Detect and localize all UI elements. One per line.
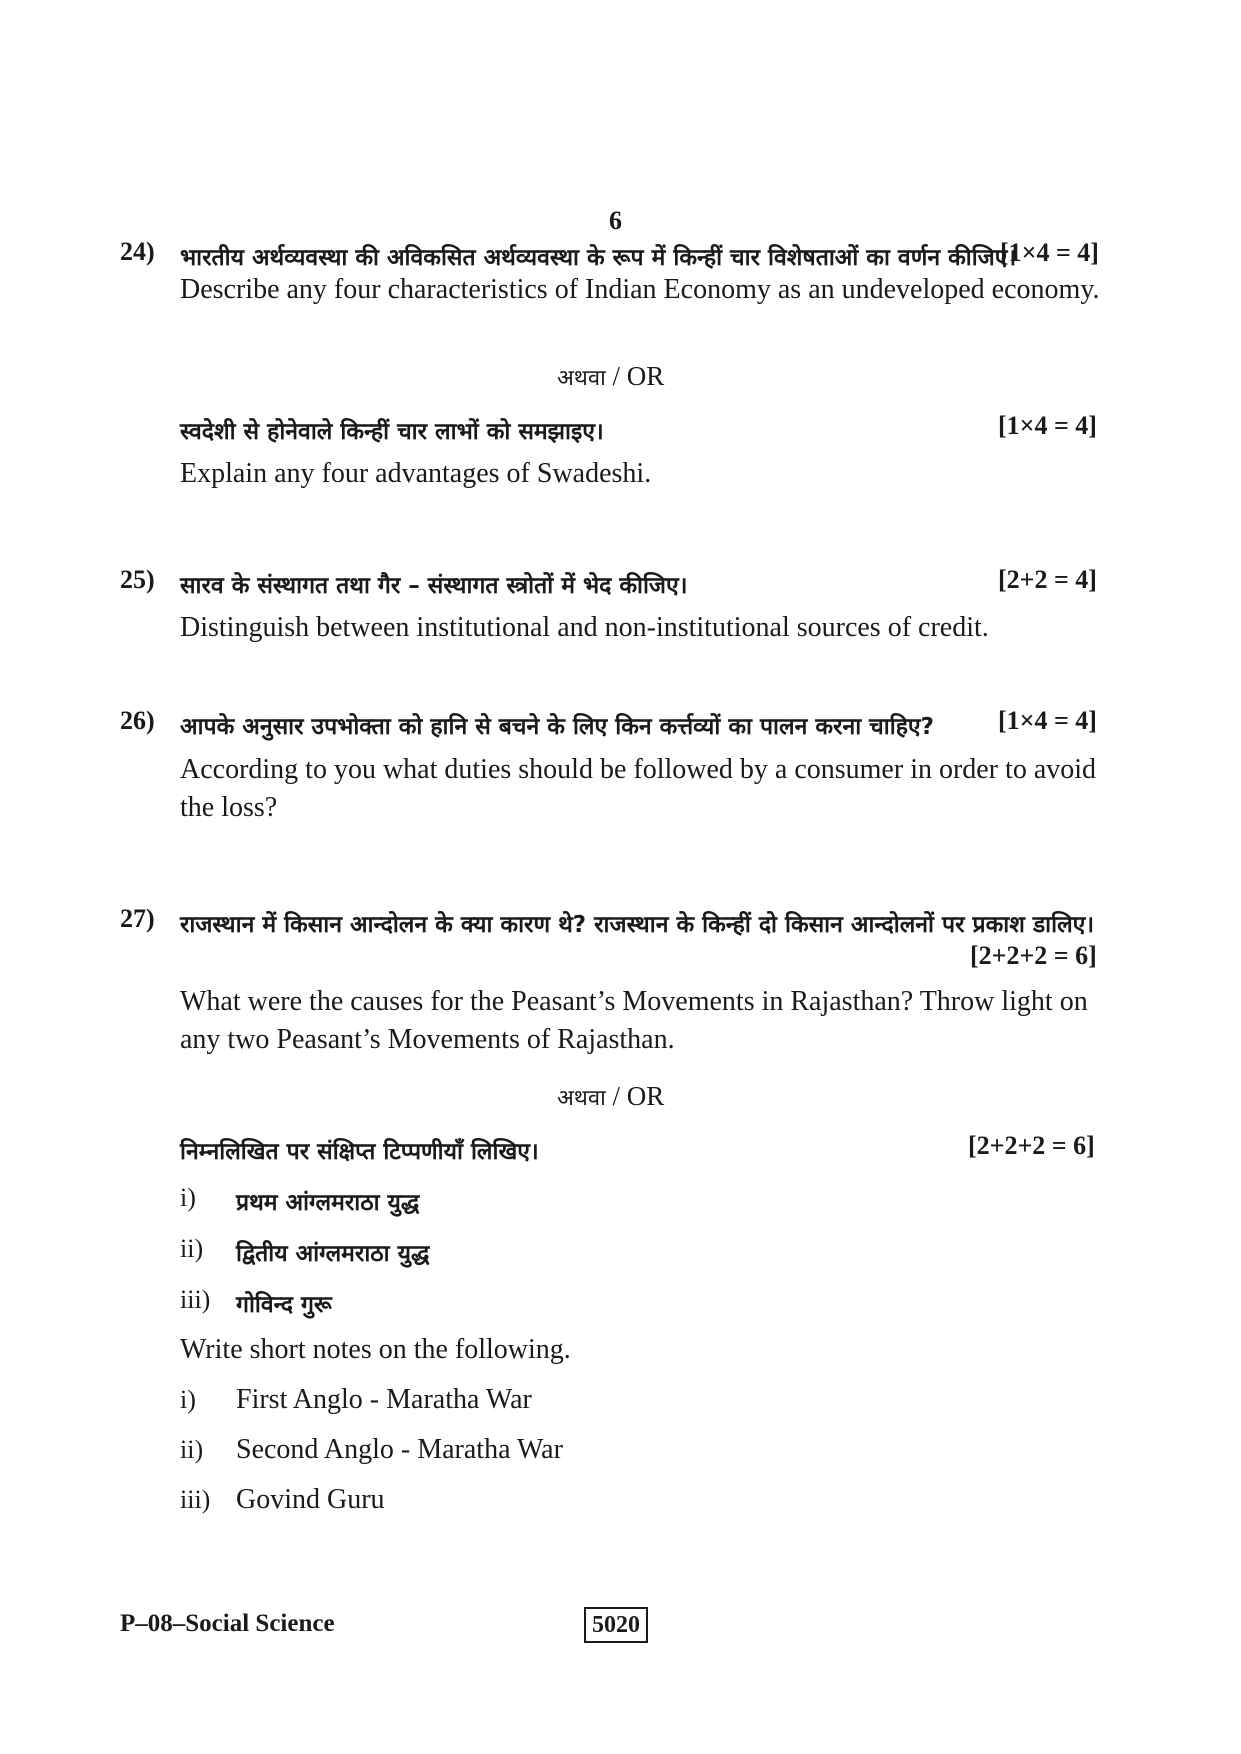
or-english: / OR xyxy=(605,361,665,391)
question-25-marks: [2+2 = 4] xyxy=(998,565,1097,594)
or-hindi: अथवा xyxy=(557,366,606,391)
question-25-english: Distinguish between institutional and non-institutional sources of credit. xyxy=(180,612,989,643)
or-separator-24 xyxy=(557,361,664,392)
english-item-text: First Anglo - Maratha War xyxy=(236,1384,532,1415)
question-27-alt-english: Write short notes on the following. xyxy=(180,1334,571,1365)
english-item-text: Second Anglo - Maratha War xyxy=(236,1434,563,1465)
english-item-label: iii) xyxy=(180,1485,211,1514)
or-separator-27 xyxy=(557,1081,664,1112)
or-english: / OR xyxy=(605,1081,665,1111)
question-27-alt-hindi: निम्नलिखित पर संक्षिप्त टिप्पणीयाँ लिखिए। xyxy=(180,1139,539,1165)
question-24-alt-hindi: स्वदेशी से होनेवाले किन्हीं चार लाभों को समझाइए। xyxy=(180,419,604,445)
or-hindi: अथवा xyxy=(557,1086,606,1111)
hindi-item-text: द्वितीय आंग्लमराठा युद्ध xyxy=(236,1241,430,1267)
question-24-alt-marks: [1×4 = 4] xyxy=(998,411,1097,440)
english-item-label: i) xyxy=(180,1385,196,1414)
footer-code: 5020 xyxy=(584,1607,648,1643)
question-24-number: 24) xyxy=(120,237,155,266)
question-24-hindi: भारतीय अर्थव्यवस्था की अविकसित अर्थव्यवस्था के रूप में किन्हीं चार विशेषताओं का वर्णन कीजिए। xyxy=(180,245,1017,271)
hindi-item-text: गोविन्द गुरू xyxy=(236,1292,332,1318)
question-26-english-line1: According to you what duties should be followed by a consumer in order to avoid xyxy=(180,754,1097,785)
hindi-item-label: i) xyxy=(180,1183,196,1212)
question-26-english-line2: the loss? xyxy=(180,792,278,823)
footer-subject: P–08–Social Science xyxy=(120,1610,335,1637)
question-27-english-line2: any two Peasant’s Movements of Rajasthan. xyxy=(180,1024,675,1055)
question-27-hindi: राजस्थान में किसान आन्दोलन के क्या कारण थे? राजस्थान के किन्हीं दो किसान आन्दोलनों पर प्रकाश डालिए। xyxy=(180,912,1095,938)
question-25-number: 25) xyxy=(120,565,155,594)
english-item-label: ii) xyxy=(180,1435,204,1464)
page-number: 6 xyxy=(609,206,622,235)
hindi-item-label: ii) xyxy=(180,1234,204,1263)
question-24-marks: [1×4 = 4] xyxy=(1000,238,1099,267)
question-26-hindi: आपके अनुसार उपभोक्ता को हानि से बचने के लिए किन कर्त्तव्यों का पालन करना चाहिए? xyxy=(180,714,934,740)
question-27-alt-marks: [2+2+2 = 6] xyxy=(968,1131,1095,1160)
question-27-number: 27) xyxy=(120,904,155,933)
question-26-number: 26) xyxy=(120,706,155,735)
hindi-item-label: iii) xyxy=(180,1285,211,1314)
question-24-alt-english: Explain any four advantages of Swadeshi. xyxy=(180,458,652,489)
english-item-text: Govind Guru xyxy=(236,1484,385,1515)
question-25-hindi: सारव के संस्थागत तथा गैर – संस्थागत स्त्रोतों में भेद कीजिए। xyxy=(180,573,688,599)
question-24-english: Describe any four characteristics of Indian Economy as an undeveloped economy. xyxy=(180,274,1100,305)
question-27-english-line1: What were the causes for the Peasant’s Movements in Rajasthan? Throw light on xyxy=(180,986,1088,1017)
question-26-marks: [1×4 = 4] xyxy=(998,706,1097,735)
hindi-item-text: प्रथम आंग्लमराठा युद्ध xyxy=(236,1190,420,1216)
question-27-marks: [2+2+2 = 6] xyxy=(970,941,1097,970)
